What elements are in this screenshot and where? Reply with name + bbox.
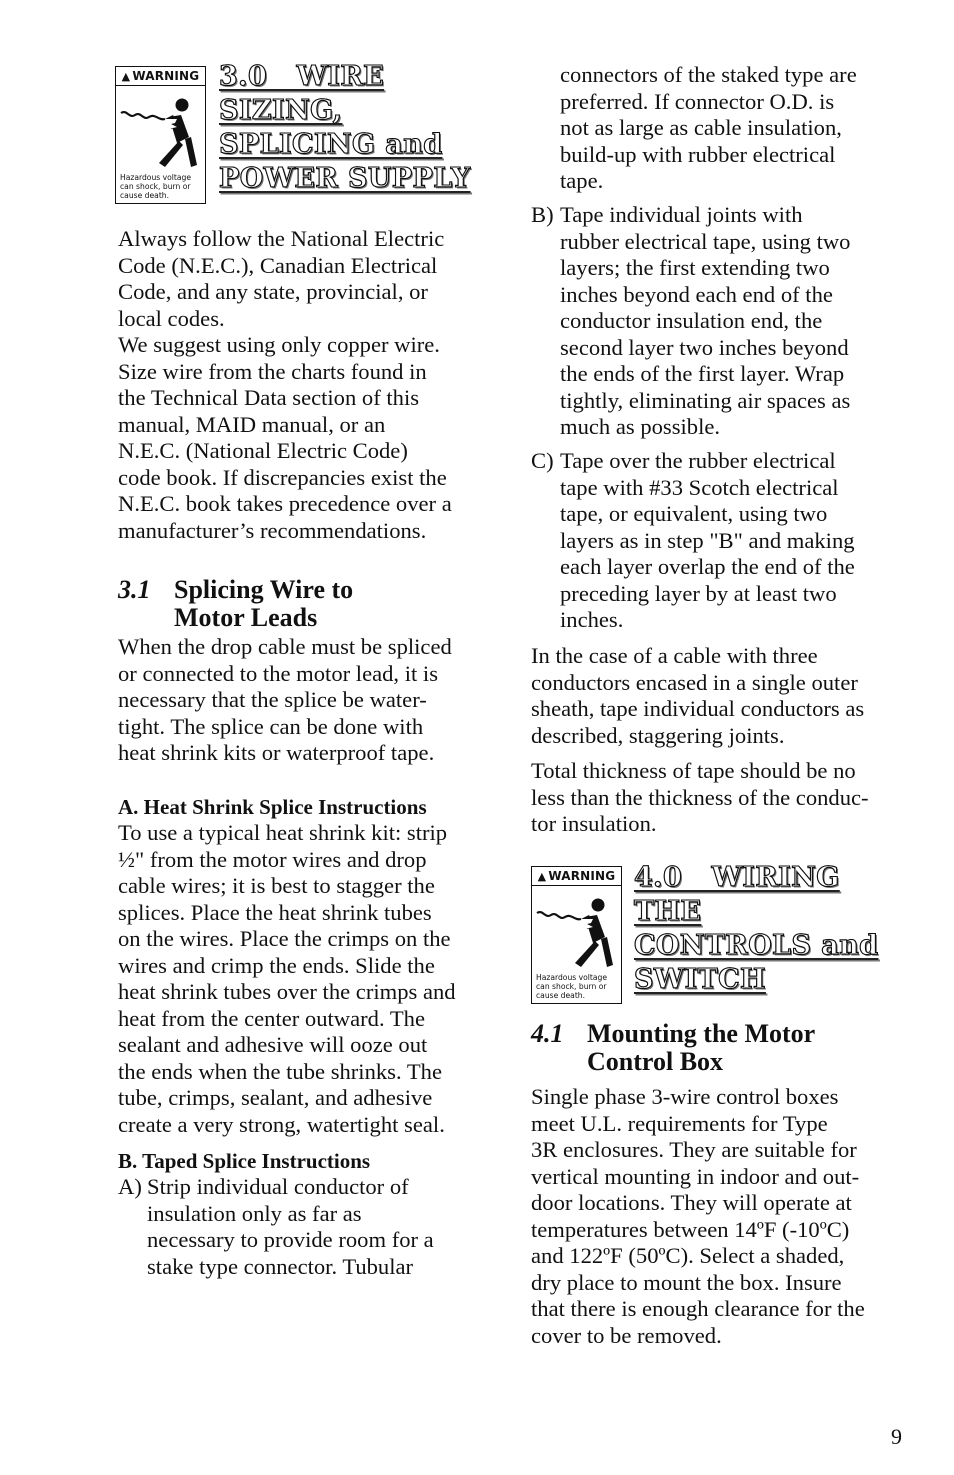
heat-shrink-heading: A. Heat Shrink Splice Instructions [118,795,427,819]
step-b: B) Tape individual joints with rubber electrical tape, using two layers; the first extending two inches beyond each end of the conductor insulation end, the second layer two inches beyond the ends of the first layer. Wrap tightly, eliminating air spaces as much as possible. [531,202,851,439]
step-c: C) Tape over the rubber electrical tape with #33 Scotch electrical tape, or equivalent, using two layers as in step "B" and making each layer overlap the end of the preceding layer by at least two inches. [531,448,855,632]
section-3-intro: Always follow the National Electric Code (N.E.C.), Canadian Electrical Code, and any state, provincial, or local codes. We suggest using only copper wire. Size wire from the charts found in the Technical Data section of this manual, MAID manual, or an N.E.C. (National Electric Code) code book. If discrepancies exist the N.E.C. book takes precedence over a manufacturer’s recommendations. [118,226,452,543]
heat-shrink-body: To use a typical heat shrink kit: strip ½" from the motor wires and drop cable wires; it is best to stagger the splices. Place the heat shrink tubes on the wires. Place the crimps on the wires and crimp the ends. Slide the heat shrink tubes over the crimps and heat from the center outward. The sealant and adhesive will ooze out the ends when the tube shrinks. The tube, crimps, sealant, and adhesive create a very strong, watertight seal. [118,820,456,1137]
high-voltage-shock-icon [535,893,617,971]
taped-splice-heading: B. Taped Splice Instructions [118,1149,371,1173]
step-a-continued: connectors of the staked type are preferred. If connector O.D. is not as large as cable insulation, build-up with rubber electrical tape. [560,62,857,193]
step-c-label: C) [531,448,554,473]
section-4-title: 4.0 WIRING THE CONTROLS and SWITCH [634,862,879,995]
warning-label: ▲ WARNING [116,67,205,86]
warning-sign [531,866,622,1004]
warning-triangle-icon: ▲ [537,870,547,883]
section-3-1-heading: 3.1 Splicing Wire to Motor Leads [118,575,354,632]
section-4-1-body: Single phase 3-wire control boxes meet U.L. requirements for Type 3R enclosures. They are suitable for vertical mounting in indoor and out- door locations. They will operate at temperatures between 14ºF (-10ºC) and 122ºF (50ºC). Select a shaded, dry place to mount the box. Insure that there is enough clearance for the cover to be removed. [531,1084,865,1348]
warning-label: ▲ WARNING [532,867,621,886]
section-4-1-heading: 4.1 Mounting the Motor Control Box [531,1019,816,1076]
step-a: A) Strip individual conductor of insulation only as far as necessary to provide room for a stake type connector. Tubular [118,1174,434,1279]
step-a-label: A) [118,1174,142,1199]
tape-thickness-paragraph: Total thickness of tape should be no less than the thickness of the conduc- tor insulation. [531,758,869,836]
page-number: 9 [891,1424,902,1449]
step-b-label: B) [531,202,554,227]
warning-caption: Hazardous voltage can shock, burn or cause death. [536,973,608,1000]
warning-sign [115,66,206,204]
section-3-1-body: When the drop cable must be spliced or connected to the motor lead, it is necessary that the splice be water- tight. The splice can be done with heat shrink kits or waterproof tape. [118,634,452,765]
warning-caption: Hazardous voltage can shock, burn or cause death. [120,173,192,200]
high-voltage-shock-icon [119,93,201,171]
warning-triangle-icon: ▲ [121,70,131,83]
section-3-title: 3.0 WIRE SIZING, SPLICING and POWER SUPPLY [219,61,471,194]
three-conductor-paragraph: In the case of a cable with three conductors encased in a single outer sheath, tape individual conductors as described, staggering joints. [531,643,865,748]
